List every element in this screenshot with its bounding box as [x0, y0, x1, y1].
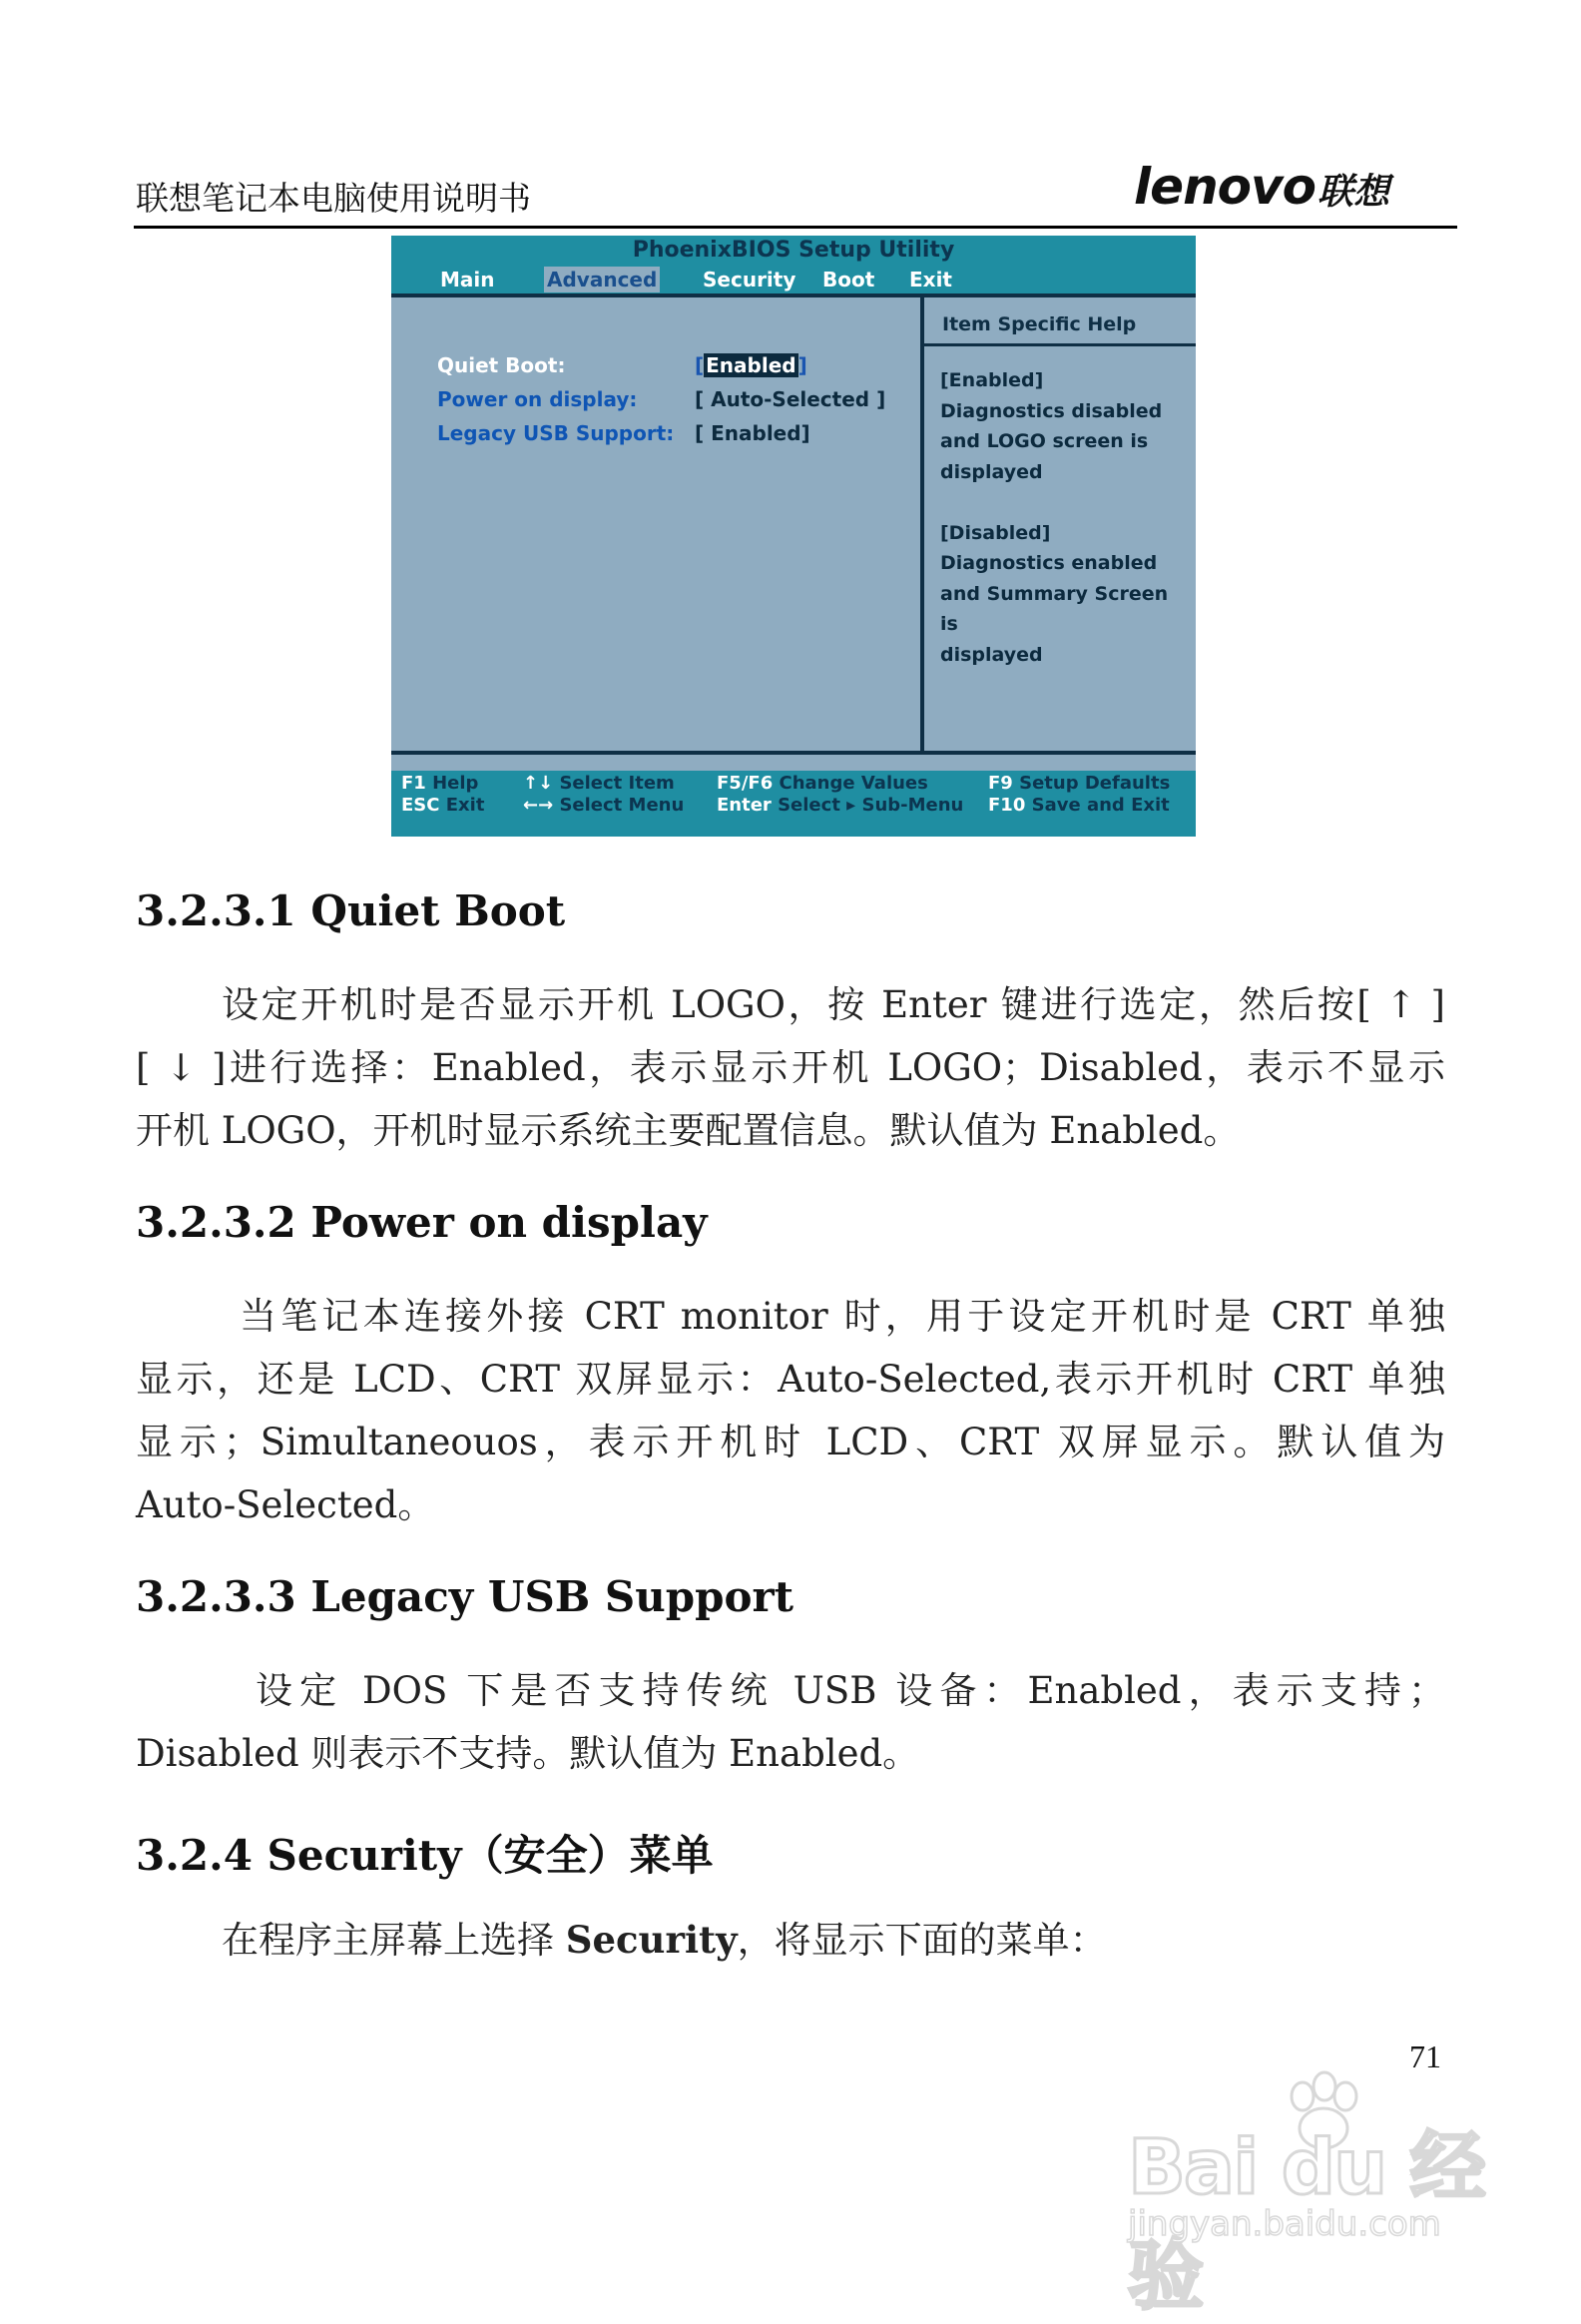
bios-help-line: Diagnostics disabled [940, 399, 1163, 422]
bios-footer [391, 771, 1196, 837]
bios-setting-value: [ Enabled] [695, 421, 810, 445]
bios-help-line: Diagnostics enabled [940, 552, 1158, 574]
lenovo-logo-cn: 联想 [1317, 172, 1389, 213]
bios-key-help: F1 Help [401, 773, 479, 794]
body-line: 显示；Simultaneouos，表示开机时 LCD、CRT 双屏显示。默认值为 [136, 1421, 1445, 1463]
body-line: 设定开机时是否显示开机 LOGO，按 Enter 键进行选定，然后按[ ↑ ] [222, 983, 1445, 1026]
bios-help-text [940, 365, 1190, 670]
bios-key-exit: ESC Exit [401, 795, 485, 816]
section-heading-power-on-display: 3.2.3.2 Power on display [136, 1198, 708, 1247]
intro-security-term: Security [565, 1918, 738, 1962]
bios-help-line: [Enabled] [940, 369, 1044, 391]
bios-help-line: displayed [940, 643, 1043, 666]
bios-key-sub-menu: Enter Select ▸ Sub-Menu [717, 795, 964, 816]
body-line: Disabled 则表示不支持。默认值为 Enabled。 [136, 1732, 920, 1775]
bios-menu-bar [391, 267, 1196, 292]
bios-help-divider [920, 297, 924, 751]
bios-help-line: displayed [940, 460, 1043, 483]
watermark-url: jingyan.baidu.com [1128, 2204, 1441, 2244]
bios-help-line: [Disabled] [940, 521, 1051, 544]
section-body-power-on-display [136, 1285, 1445, 1536]
document-title: 联想笔记本电脑使用说明书 [136, 179, 531, 218]
section-heading-legacy-usb: 3.2.3.3 Legacy USB Support [136, 1572, 794, 1621]
bios-menu-security: Security [703, 268, 796, 291]
bios-help-line: and LOGO screen is [940, 430, 1149, 452]
bios-setting-quiet-boot [437, 353, 565, 377]
intro-prefix: 在程序主屏幕上选择 [222, 1919, 566, 1962]
bios-setting-label: Quiet Boot: [437, 353, 566, 377]
bios-setting-value: [ Enabled ] [695, 353, 807, 377]
bios-menu-advanced: Advanced [544, 267, 660, 292]
bios-key-save-exit: F10 Save and Exit [988, 795, 1170, 816]
section-body-legacy-usb [136, 1659, 1445, 1785]
bios-key-select-menu: ←→ Select Menu [523, 795, 685, 816]
section-body-security [136, 1909, 1445, 1972]
bios-menu-main: Main [440, 268, 495, 291]
bios-key-setup-defaults: F9 Setup Defaults [988, 773, 1171, 794]
bios-selected-value: Enabled [706, 353, 796, 377]
bios-title-bar [391, 236, 1196, 293]
section-heading-security: 3.2.4 Security（安全）菜单 [136, 1831, 714, 1880]
body-line: 显示，还是 LCD、CRT 双屏显示：Auto-Selected,表示开机时 CRT 单独 [136, 1358, 1445, 1401]
bios-menu-exit: Exit [909, 268, 952, 291]
watermark-brand: Bai du 经验 [1128, 2122, 1484, 2320]
lenovo-logo-word: lenovo [1134, 158, 1316, 216]
bios-help-title: Item Specific Help [942, 313, 1137, 335]
page-header [134, 160, 1457, 229]
baidu-jingyan-watermark [1118, 2066, 1497, 2320]
body-line: Auto-Selected。 [136, 1483, 435, 1526]
body-line: 开机 LOGO，开机时显示系统主要配置信息。默认值为 Enabled。 [136, 1109, 1241, 1152]
bios-menu-boot: Boot [822, 268, 875, 291]
bios-setting-power-on-display [437, 387, 637, 411]
bios-key-select-item: ↑↓ Select Item [523, 773, 675, 794]
bios-top-rule [391, 293, 1196, 297]
lenovo-logo [1134, 158, 1389, 216]
bios-screenshot [391, 236, 1196, 837]
bios-help-line: and Summary Screen is [940, 582, 1169, 635]
bios-bottom-rule [391, 751, 1196, 755]
body-line: [ ↓ ]进行选择：Enabled，表示显示开机 LOGO；Disabled，表示不显示 [136, 1046, 1445, 1089]
page-number: 71 [1409, 2038, 1441, 2074]
bios-setting-legacy-usb [437, 421, 674, 445]
bios-help-rule [924, 343, 1196, 346]
bios-key-change-values: F5/F6 Change Values [717, 773, 928, 794]
section-body-quiet-boot [136, 973, 1445, 1162]
bios-setting-value: [ Auto-Selected ] [695, 387, 886, 411]
intro-suffix: ，将显示下面的菜单： [737, 1919, 1107, 1962]
bios-help-line [940, 487, 1190, 518]
body-line: 当笔记本连接外接 CRT monitor 时，用于设定开机时是 CRT 单独 [240, 1295, 1445, 1338]
body-line [136, 1909, 1445, 1972]
section-heading-quiet-boot: 3.2.3.1 Quiet Boot [136, 886, 566, 935]
bios-setting-label: Legacy USB Support: [437, 421, 675, 445]
bios-setting-label: Power on display: [437, 387, 638, 411]
body-line: 设定 DOS 下是否支持传统 USB 设备：Enabled，表示支持； [256, 1669, 1445, 1712]
bios-title: PhoenixBIOS Setup Utility [632, 238, 955, 263]
